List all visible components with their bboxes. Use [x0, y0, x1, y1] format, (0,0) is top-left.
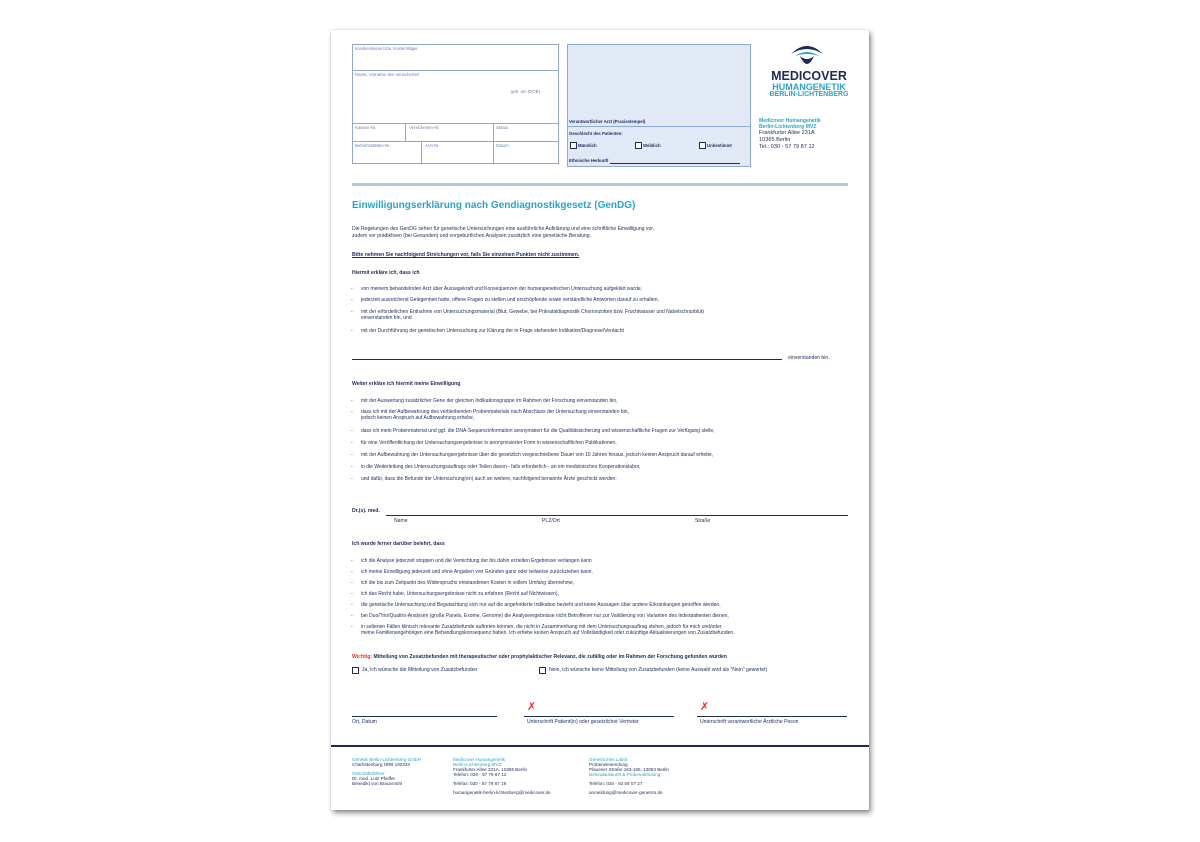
betriebsstaetten-nr-label: Betriebsstätten-Nr.	[355, 143, 391, 148]
patient-data-box	[352, 44, 559, 164]
sign-here-mark-icon: ✗	[527, 701, 537, 713]
section1-item: von meinem behandelnden Arzt über Aussagekraft und Konsequenzen der humangenetischen Untersuchung aufgeklärt wurde,	[361, 286, 643, 292]
consent-form-page: Krankenkasse bzw. Kostenträger Name, Vorname des Versicherten geb. am (DOB) Kassen-Nr. Versicherten-Nr. Status Betriebsstätten-Nr. Arzt-Nr. Datum Verantwortlicher Arzt (Praxisstempel) Geschlecht des Patienten: Männlich Weiblich Unbestimmt Ethnische Herkunft MEDICOVER HUMANGENETIK BERLIN-LICHTENBERG Medicover Humangenetik Berlin-Lichtenberg MVZ Frankfurter Allee 231A 10365 Berlin Tel.: 030 - 57 79 87 12 Einwilligungserklärung nach Gendiagnostikgesetz (GenDG) Die Regelungen des GenDG sehen für genetische Untersuchungen eine ausführliche Aufklärung und eine schriftliche Einwilligung vor, zudem vor prädiktiven (bei Gesunden) und vorgeburtlichen Analysen zusätzlich eine genetische Beratung. Bitte nehmen Sie nachfolgend Streichungen vor, falls Sie einzelnen Punkten nicht zustimmen. Hiermit erkläre ich, dass ich - von meinem behandelnden Arzt über Aussagekraft und Konsequenzen der humangenetischen Untersuchung aufgeklärt wurde, - jederzeit ausreichend Gelegenheit hatte, offene Fragen zu stellen und erschöpfende sowie verständliche Antworten darauf zu erhalten, - mit der erforderlichen Entnahme von Untersuchungsmaterial (Blut, Gewebe, bei Pränataldiagnostik Chorionzotten bzw. Fruchtwasser und Nabelschnurblut) einverstanden bin, und - mit der Durchführung der genetischen Untersuchung zur Klärung der in Frage stehenden Indikation/Diagnose/Verdacht einverstanden bin. Weiter erkläre ich hiermit meine Einwilligung - mit der Auswertung zusätzlicher Gene der gleichen Indikationsgruppe im Rahmen der Forschung einverstanden bin, - dass ich mit der Aufbewahrung des verbleibenden Probenmaterials nach Abschluss der Untersuchung einverstanden bin, jedoch keinen Anspruch auf Aufbewahrung erhebe, - dass ich mein Probenmaterial und ggf. die DNA-Sequenzinformation anonymisiert für die Qualitätssicherung und wissenschaftliche Fragen zur Verfügung stelle, - für eine Veröffentlichung der Untersuchungsergebnisse in anonymisierter Form in wissenschaftlichen Publikationen, - mit der Aufbewahrung der Untersuchungsergebnisse über die gesetzlich vorgeschriebene Dauer von 10 Jahren hinaus, jedoch keinen Anspruch darauf erhebe, - in die Weiterleitung des Untersuchungsauftrags oder Teilen davon - falls erforderlich - an ein medizinisches Kooperationslabor, - und dafür, dass die Befunde der Untersuchung(en) auch an weitere, nachfolgend benannte Ärzte geschickt werden: Dr.(s). med. Name PLZ/Ort Straße Ich wurde ferner darüber belehrt, dass - ich die Analyse jederzeit stoppen und die Vernichtung der bis dahin erzielten Ergebnisse verlangen kann - ich meine Einwilligung jederzeit und ohne Angaben von Gründen ganz oder teilweise zurückziehen kann, - ich die bis zum Zeitpunkt des Widerspruchs entstandenen Kosten in vollem Umfang übernehme, - ich das Recht habe, Untersuchungsergebnisse nicht zu erfahren (Recht auf Nichtwissen), - die genetische Untersuchung und Begutachtung sich nur auf die angeforderte Indikation bezieht und keine Aussagen über andere Erkrankungen getroffen werden, - bei Duo/Trio/Quattro-Analysen (große Panels, Exome, Genome) die Analyseergebnisse nicht Betroffener nur zur Validierung von Varianten des Indexpatienten dienen, - in seltenen Fällen klinisch relevante Zusatzbefunde auftreten können, die nicht in Zusammenhang mit dem Untersuchungsauftrag stehen, jedoch für mich und/oder meine Familienangehörigen eine Behandlungskonsequenz haben. Ich erhebe keinen Anspruch auf Vollständigkeit oder zukünftige Aktualisierungen von Zusatzbefunden. Wichtig: Mitteilung von Zusatzbefunden mit therapeutischer oder prophylaktischer Relevanz, die zufällig oder im Rahmen der Forschung gefunden wurden Ja, ich wünsche die Mitteilung von Zusatzbefunden Nein, ich wünsche keine Mitteilung von Zusatzbefunden (keine Auswahl wird als "Nein" gewertet) Ort, Datum ✗ Unterschrift Patient(in) oder gesetzlicher Vertreter ✗ Unterschrift verantwortliche Ärztliche Peson Genetik Berlin-Lichtenberg GmbH Charlottenburg HRB 192333 Geschäftsführer Dr. med. Lutz Pfeiffer Benedikt von Braunmühl Medicover Humangenetik Berlin-Lichtenberg MVZ Frankfurter Allee 231A, 10365 Berlin Telefon: 030 - 57 79 87 12 Telefax: 030 - 57 79 87 19 humangenetik-berlin-lichtenberg@medicover.de Genetisches Labor Probeneinsendung Plauener Straße 163-165, 13053 Berlin Befundauskunft & Probenabholung: Telefon: 030 - 92 09 07 27 anmeldung@medicover-genetics.de	[331, 30, 869, 810]
agree-text: einverstanden bin.	[788, 355, 830, 361]
footer-col2-address: Frankfurter Allee 231A, 10365 Berlin	[453, 767, 528, 772]
section3-item: in seltenen Fällen klinisch relevante Zusatzbefunde auftreten können, die nicht in Zusammenhang mit dem Untersuchungsauftrag stehen, jedoch für mich und/oder	[361, 624, 722, 630]
section3-item: ich die bis zum Zeitpunkt des Widerspruchs entstandenen Kosten in vollem Umfang übernehme,	[361, 580, 575, 586]
footer-col2-phone: Telefon: 030 - 57 79 87 12	[453, 772, 507, 777]
stamp-label: Verantwortlicher Arzt (Praxisstempel)	[569, 119, 646, 124]
doctor-signature-line[interactable]	[697, 716, 847, 717]
footer-col1-register: Charlottenburg HRB 192333	[352, 762, 410, 767]
dob-field-label: geb. am (DOB)	[511, 89, 540, 94]
gender-female-label: Weiblich	[643, 143, 661, 148]
footer-col1-mgmt2: Benedikt von Braunmühl	[352, 781, 403, 786]
intro-line1: Die Regelungen des GenDG sehen für genetische Untersuchungen eine ausführliche Aufklärung und eine schriftliche Einwilligung vor,	[352, 226, 655, 232]
patient-signature-label: Unterschrift Patient(in) oder gesetzlicher Vertreter	[527, 719, 639, 725]
gender-unknown-label: Unbestimmt	[707, 143, 732, 148]
logo-line1: MEDICOVER	[771, 69, 847, 83]
doctor-col-name: Name	[394, 518, 408, 524]
section3-item: ich das Recht habe, Untersuchungsergebnisse nicht zu erfahren (Recht auf Nichtwissen),	[361, 591, 559, 597]
footer-col1-name: Genetik Berlin-Lichtenberg GmbH	[352, 757, 421, 762]
lab-address	[759, 118, 821, 151]
footer-col2-name2: Berlin-Lichtenberg MVZ	[453, 762, 502, 767]
findings-yes-checkbox[interactable]	[352, 667, 359, 674]
footer-col1-mgmt-label: Geschäftsführer	[352, 771, 385, 776]
gender-unknown-checkbox[interactable]	[699, 142, 706, 149]
kassen-nr-label: Kassen-Nr.	[355, 125, 377, 130]
place-date-label: Ort, Datum	[352, 719, 377, 725]
indication-input-line[interactable]	[352, 359, 782, 360]
footer-col3-sub: Probeneinsendung	[589, 762, 628, 767]
footer-col3-pickup-label: Befundauskunft & Probenabholung:	[589, 772, 662, 777]
section2-item: mit der Auswertung zusätzlicher Gene der gleichen Indikationsgruppe im Rahmen der Forschung einverstanden bin,	[361, 398, 618, 404]
section2-item: für eine Veröffentlichung der Untersuchungsergebnisse in anonymisierter Form in wissenschaftlichen Publikationen,	[361, 440, 617, 446]
medicover-logo	[759, 42, 859, 112]
section2-heading: Weiter erkläre ich hiermit meine Einwilligung	[352, 381, 461, 387]
important-label: Wichtig:	[352, 654, 373, 660]
section3-item: ich meine Einwilligung jederzeit und ohne Angaben von Gründen ganz oder teilweise zurückziehen kann,	[361, 569, 593, 575]
header-separator	[352, 183, 848, 186]
ethnic-label: Ethnische Herkunft	[569, 158, 609, 163]
footer-col2-name1: Medicover Humangenetik	[453, 757, 506, 762]
address-street: Frankfurter Allee 231A	[759, 130, 815, 136]
footer-col2-fax: Telefax: 030 - 57 79 87 19	[453, 781, 507, 786]
findings-no-label: Nein, ich wünsche keine Mitteilung von Zusatzbefunden (keine Auswahl wird als "Nein" gewertet)	[549, 667, 768, 673]
doctor-stamp-box	[567, 44, 751, 167]
name-field-label: Name, Vorname des Versicherten	[355, 72, 420, 77]
doctor-prefix: Dr.(s). med.	[352, 508, 380, 514]
footer-col2-email[interactable]: humangenetik-berlin-lichtenberg@medicover.de	[453, 790, 551, 795]
section3-item: bei Duo/Trio/Quattro-Analysen (große Panels, Exome, Genome) die Analyseergebnisse nicht Betroffener nur zur Validierung von Varianten des Indexpatienten dienen,	[361, 613, 729, 619]
section2-item: dass ich mit der Aufbewahrung des verbleibenden Probenmaterials nach Abschluss der Untersuchung einverstanden bin,	[361, 409, 629, 415]
versicherten-nr-label: Versicherten-Nr.	[409, 125, 440, 130]
section2-item: dass ich mein Probenmaterial und ggf. die DNA-Sequenzinformation anonymisiert für die Qualitätssicherung und wissenschaftliche Fragen zur Verfügung stelle,	[361, 428, 715, 434]
important-text: Mitteilung von Zusatzbefunden mit therapeutischer oder prophylaktischer Relevanz, die zufällig oder im Rahmen der Forschung gefunden wurden	[373, 654, 727, 660]
intro-line2: zudem vor prädiktiven (bei Gesunden) und vorgeburtlichen Analysen zusätzlich eine genetische Beratung.	[352, 233, 591, 239]
insurance-field-label: Krankenkasse bzw. Kostenträger	[355, 46, 418, 51]
doctor-signature-label: Unterschrift verantwortliche Ärztliche Peson	[700, 719, 799, 725]
section1-item: mit der erforderlichen Entnahme von Untersuchungsmaterial (Blut, Gewebe, bei Pränataldiagnostik Chorionzotten bzw. Fruchtwasser und Nabelschnurblut)	[361, 309, 704, 315]
section1-heading: Hiermit erkläre ich, dass ich	[352, 270, 420, 276]
gender-female-checkbox[interactable]	[635, 142, 642, 149]
page-title: Einwilligungserklärung nach Gendiagnostikgesetz (GenDG)	[352, 200, 636, 211]
section1-item: jederzeit ausreichend Gelegenheit hatte, offene Fragen zu stellen und erschöpfende sowie verständliche Antworten darauf zu erhalten,	[361, 297, 659, 303]
address-phone: Tel.: 030 - 57 79 87 12	[759, 144, 815, 150]
logo-line2: HUMANGENETIK	[772, 82, 846, 92]
datum-label: Datum	[496, 143, 509, 148]
patient-signature-line[interactable]	[524, 716, 674, 717]
address-name1: Medicover Humangenetik	[759, 118, 821, 124]
section3-item: meine Familienangehörigen eine Behandlungskonsequenz haben. Ich erhebe keinen Anspruch auf Vollständigkeit oder zukünftige Aktualisierungen von Zusatzbefunden.	[361, 630, 735, 636]
section2-item: und dafür, dass die Befunde der Untersuchung(en) auch an weitere, nachfolgend benannte Ärzte geschickt werden:	[361, 476, 617, 482]
section3-heading: Ich wurde ferner darüber belehrt, dass	[352, 541, 445, 547]
address-city: 10365 Berlin	[759, 137, 791, 143]
gender-male-checkbox[interactable]	[570, 142, 577, 149]
section2-item: jedoch keinen Anspruch auf Aufbewahrung erhebe,	[361, 415, 475, 421]
instruction-text: Bitte nehmen Sie nachfolgend Streichungen vor, falls Sie einzelnen Punkten nicht zustimmen.	[352, 252, 580, 258]
gender-male-label: Männlich	[578, 143, 597, 148]
status-label: Status	[496, 125, 509, 130]
footer-col3-address: Plauener Straße 163-165, 13053 Berlin	[589, 767, 669, 772]
findings-no-checkbox[interactable]	[539, 667, 546, 674]
section1-item: mit der Durchführung der genetischen Untersuchung zur Klärung der in Frage stehenden Indikation/Diagnose/Verdacht	[361, 328, 624, 334]
footer-col3-email[interactable]: anmeldung@medicover-genetics.de	[589, 790, 663, 795]
doctor-input-line[interactable]	[386, 515, 848, 516]
footer-separator	[331, 745, 869, 747]
footer-col1-mgmt1: Dr. med. Lutz Pfeiffer	[352, 776, 396, 781]
doctor-col-city: PLZ/Ort	[542, 518, 560, 524]
findings-yes-label: Ja, ich wünsche die Mitteilung von Zusatzbefunden	[362, 667, 478, 673]
section2-item: in die Weiterleitung des Untersuchungsauftrags oder Teilen davon - falls erforderlich - an ein medizinisches Kooperationslabor,	[361, 464, 641, 470]
gender-label: Geschlecht des Patienten:	[569, 131, 623, 136]
important-notice	[352, 654, 727, 660]
logo-emblem-icon	[789, 42, 825, 68]
doctor-col-street: Straße	[695, 518, 711, 524]
section3-item: die genetische Untersuchung und Begutachtung sich nur auf die angeforderte Indikation bezieht und keine Aussagen über andere Erkrankungen getroffen werden,	[361, 602, 721, 608]
address-name2: Berlin-Lichtenberg MVZ	[759, 124, 817, 130]
arzt-nr-label: Arzt-Nr.	[425, 143, 440, 148]
section3-item: ich die Analyse jederzeit stoppen und die Vernichtung der bis dahin erzielten Ergebnisse verlangen kann	[361, 558, 592, 564]
sign-here-mark-icon: ✗	[700, 701, 710, 713]
place-date-line[interactable]	[352, 716, 497, 717]
section1-item: einverstanden bin, und	[361, 315, 412, 321]
footer-col3-name: Genetisches Labor	[589, 757, 628, 762]
logo-line3: BERLIN-LICHTENBERG	[769, 91, 849, 98]
footer-col3-phone: Telefon: 030 - 92 09 07 27	[589, 781, 643, 786]
section2-item: mit der Aufbewahrung der Untersuchungsergebnisse über die gesetzlich vorgeschriebene Dauer von 10 Jahren hinaus, jedoch keinen Anspruch darauf erhebe,	[361, 452, 714, 458]
